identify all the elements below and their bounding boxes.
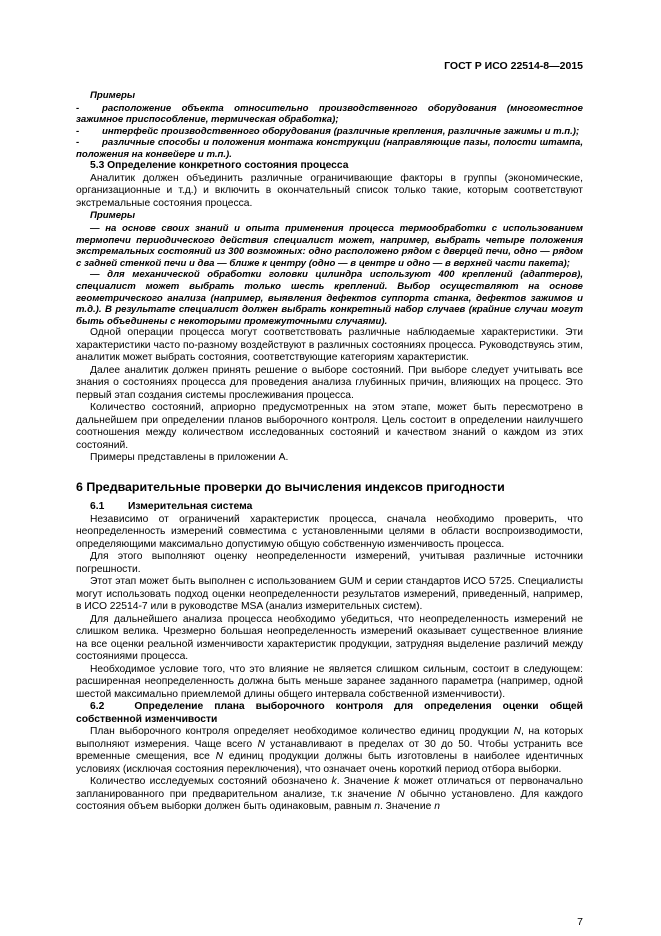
standard-header: ГОСТ Р ИСО 22514-8—2015 <box>444 60 583 72</box>
section-heading-6: 6 Предварительные проверки до вычисления индексов пригодности <box>76 479 505 494</box>
examples-title: Примеры <box>90 90 136 101</box>
section-heading-6-2: 6.2 Определение плана выборочного контроля для определения оценки общей собственной изменчивости <box>76 701 583 725</box>
paragraph: Для дальнейшего анализа процесса необходимо убедиться, что неопределенность измерений не слишком велика. Чрезмерно большая неопределенность измерений оказывает существенное влияние на все оценки реальной изменчивости характеристик продукции, затрудняя выделение различий между состояниями процесса. <box>76 613 583 663</box>
examples-list <box>76 103 583 161</box>
paragraph: Независимо от ограничений характеристик процесса, сначала необходимо проверить, что неопределенность измерений совместима с установленными целями в области воспроизводимости, определяющими максимально допустимую общую собственную изменчивость процесса. <box>76 513 583 550</box>
paragraph: Количество состояний, априорно предусмотренных на этом этапе, может быть пересмотрено в дальнейшем при определении планов выборочного контроля. Цель состоит в определении наилучшего соотношения между количеством исследованных состояний и качеством знаний о каждом из этих состояний. <box>76 402 583 451</box>
list-item: - интерфейс производственного оборудования (различные крепления, различные зажимы и т.п.); <box>76 125 580 137</box>
document-body <box>76 90 583 814</box>
paragraph: Одной операции процесса могут соответствовать различные наблюдаемые характеристики. Эти характеристики часто по-разному воздействуют в различных состояниях процесса. Руководствуясь этим, аналитик может выбрать состояния, соответствующие категориям характеристик. <box>76 327 583 364</box>
list-item: - расположение объекта относительно производственного оборудования (многоместное зажимное приспособление, термическая обработка); <box>76 102 583 126</box>
section-heading-6-1: 6.1 Измерительная система <box>90 501 253 513</box>
paragraph: План выборочного контроля определяет необходимое количество единиц продукции N, на которых выполняют измерения. Чаще всего N устанавливают в пределах от 30 до 50. Чтобы устранить все временные смещения, все N единиц продукции должны быть изготовлены в наиболее идентичных условиях (исключая состояния переключения), что означает очень короткий период отбора выборки. <box>76 726 584 775</box>
section-heading-5-3: 5.3 Определение конкретного состояния процесса <box>90 160 349 172</box>
list-item: - различные способы и положения монтажа конструкции (направляющие пазы, полости штампа, положения на конвейере и т.п.). <box>76 137 583 160</box>
paragraph: Примеры представлены в приложении А. <box>90 452 289 464</box>
page-number: 7 <box>577 916 583 928</box>
paragraph: Для этого выполняют оценку неопределенности измерений, учитывая различные источники погрешности. <box>76 551 583 575</box>
paragraph: Необходимое условие того, что это влияние не является слишком сильным, состоит в следующем: расширенная неопределенность должна быть меньше заранее заданного параметра (например, одной шестой максимально приемлемой длины общего интервала собственной изменчивости). <box>76 663 583 700</box>
paragraph: Этот этап может быть выполнен с использованием GUM и серии стандартов ИСО 5725. Специалисты могут использовать подход оценки неопределенности результатов измерений, приведенный, например, в ИСО 22514-7 или в руководстве MSA (анализ измерительных систем). <box>76 576 583 613</box>
paragraph: Далее аналитик должен принять решение о выборе состояний. При выборе следует учитывать все знания о состояниях процесса для проведения анализа глубинных причин, влияющих на процесс. Это первый этап создания системы прослеживания процесса. <box>76 364 583 401</box>
paragraph: Количество исследуемых состояний обозначено k. Значение k может отличаться от первоначально запланированного при предварительном анализе, т.к значение N обычно установлено. Для каждого состояния объем выборки должен быть одинаковым, равным n. Значение n <box>76 776 583 813</box>
examples-title: Примеры <box>90 210 136 222</box>
example-text: — для механической обработки головки цилиндра используют 400 креплений (адаптеров), специалист может выбрать только шесть креплений. Выбор осуществляют на основе геометрического анализа (например, выявления дефектов суппорта станка, дефектов зажимов и т.д.). В результате специалист должен выбрать конкретный набор случаев (крайние случаи могут быть объединены с некоторыми промежуточными случаями). <box>76 269 583 327</box>
paragraph: Аналитик должен объединить различные ограничивающие факторы в группы (экономические, организационные и т.д.) и включить в окончательный список только такие, которым соответствуют экстремальные состояния процесса. <box>76 172 583 209</box>
example-text: — на основе своих знаний и опыта применения процесса термообработки с использованием термопечи периодического действия специалист может, например, выбрать четыре положения экстремальных состояний из 300 возможных: одно расположено рядом с дверцей печи, одно — рядом с задней стенкой печи и два — ближе к центру (одно — в центре и одно — в верхней части пакета); <box>76 222 583 269</box>
